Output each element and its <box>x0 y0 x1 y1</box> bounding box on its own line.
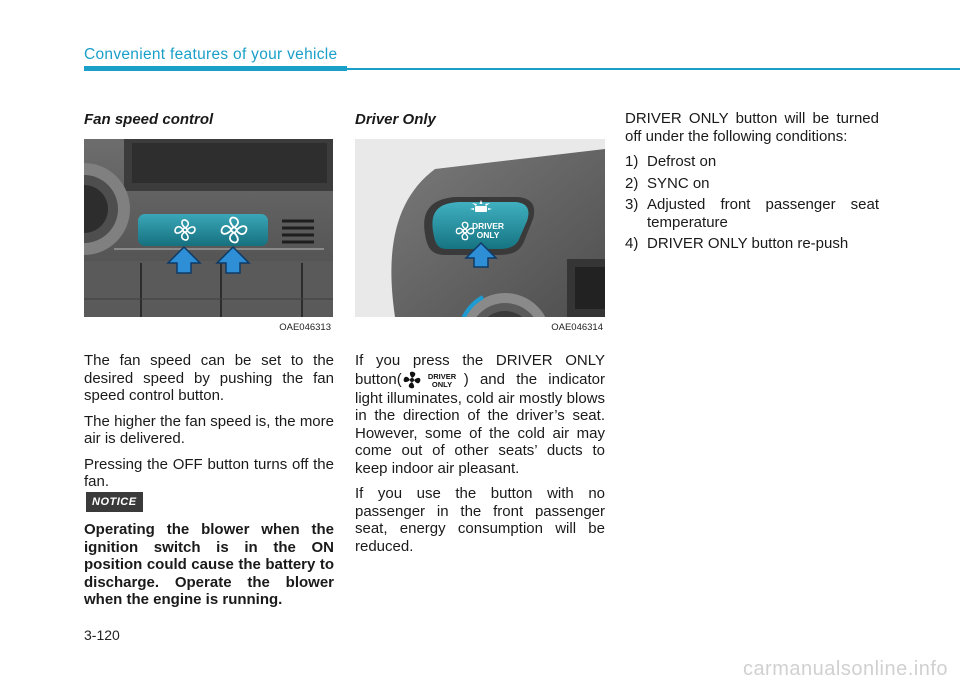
list-number: 3) <box>625 196 639 213</box>
fan-speed-figure <box>84 139 333 336</box>
list-text: DRIVER ONLY button re-push <box>647 235 849 252</box>
notice-text-block <box>84 521 334 617</box>
driver-only-figure <box>355 139 605 336</box>
list-item <box>625 175 879 193</box>
notice-badge: NOTICE <box>86 492 143 512</box>
header-rule-thin <box>347 68 960 70</box>
svg-text:ONLY: ONLY <box>431 379 452 389</box>
figure-code: OAE046314 <box>551 322 603 333</box>
paragraph: Pressing the OFF button turns off the fan. <box>84 455 334 490</box>
paragraph: The higher the fan speed is, the more air is delivered. <box>84 412 334 447</box>
header-rule-thick <box>84 66 347 71</box>
driver-only-illustration <box>355 139 605 336</box>
paragraph: The fan speed can be set to the desired speed by pushing the fan speed control button. <box>84 352 334 404</box>
fan-speed-button-panel <box>138 214 268 246</box>
figure-button-label: ONLY <box>476 230 500 240</box>
notice-text: Operating the blower when the ignition switch is in the ON position could cause the battery to discharge. Operate the blower when the engine is running. <box>84 521 334 608</box>
list-number: 1) <box>625 153 639 170</box>
figure-button-label: DRIVER <box>471 221 505 231</box>
list-item <box>625 153 879 171</box>
watermark: carmanualsonline.info <box>742 658 948 680</box>
list-text: SYNC on <box>647 174 710 192</box>
conditions-intro: DRIVER ONLY button will be turned off under the following conditions: <box>625 110 879 145</box>
driver-only-icon <box>402 370 464 390</box>
conditions-list <box>625 153 879 253</box>
list-item <box>625 196 879 231</box>
list-text: Defrost on <box>647 153 717 170</box>
list-text: Adjusted front passenger seat temperature <box>647 196 879 231</box>
fan-speed-illustration <box>84 139 333 336</box>
list-number: 4) <box>625 235 639 252</box>
figure-code: OAE046313 <box>279 322 331 333</box>
list-number: 2) <box>625 174 639 192</box>
conditions-block <box>625 110 879 257</box>
paragraph: If you use the button with no passenger in the front passenger seat, energy consumption will be reduced. <box>355 485 605 555</box>
section-title: Convenient features of your vehicle <box>84 46 338 63</box>
paragraph-part: ) and the indicator light illuminates, cold air mostly blows in the direction of the driver’s seat. However, some of the cold air may come out of other seats’ ducts to keep indoor air pleasant. <box>355 370 605 477</box>
driver-only-text <box>355 352 605 563</box>
list-item <box>625 235 879 253</box>
paragraph-part: If you press the DRIVER ONLY button( <box>355 352 605 388</box>
fan-speed-text <box>84 352 334 499</box>
page-number: 3-120 <box>84 627 120 643</box>
fan-speed-heading: Fan speed control <box>84 111 214 128</box>
paragraph <box>355 352 605 477</box>
svg-text:DRIVER: DRIVER <box>427 371 456 381</box>
driver-only-heading: Driver Only <box>355 111 436 128</box>
